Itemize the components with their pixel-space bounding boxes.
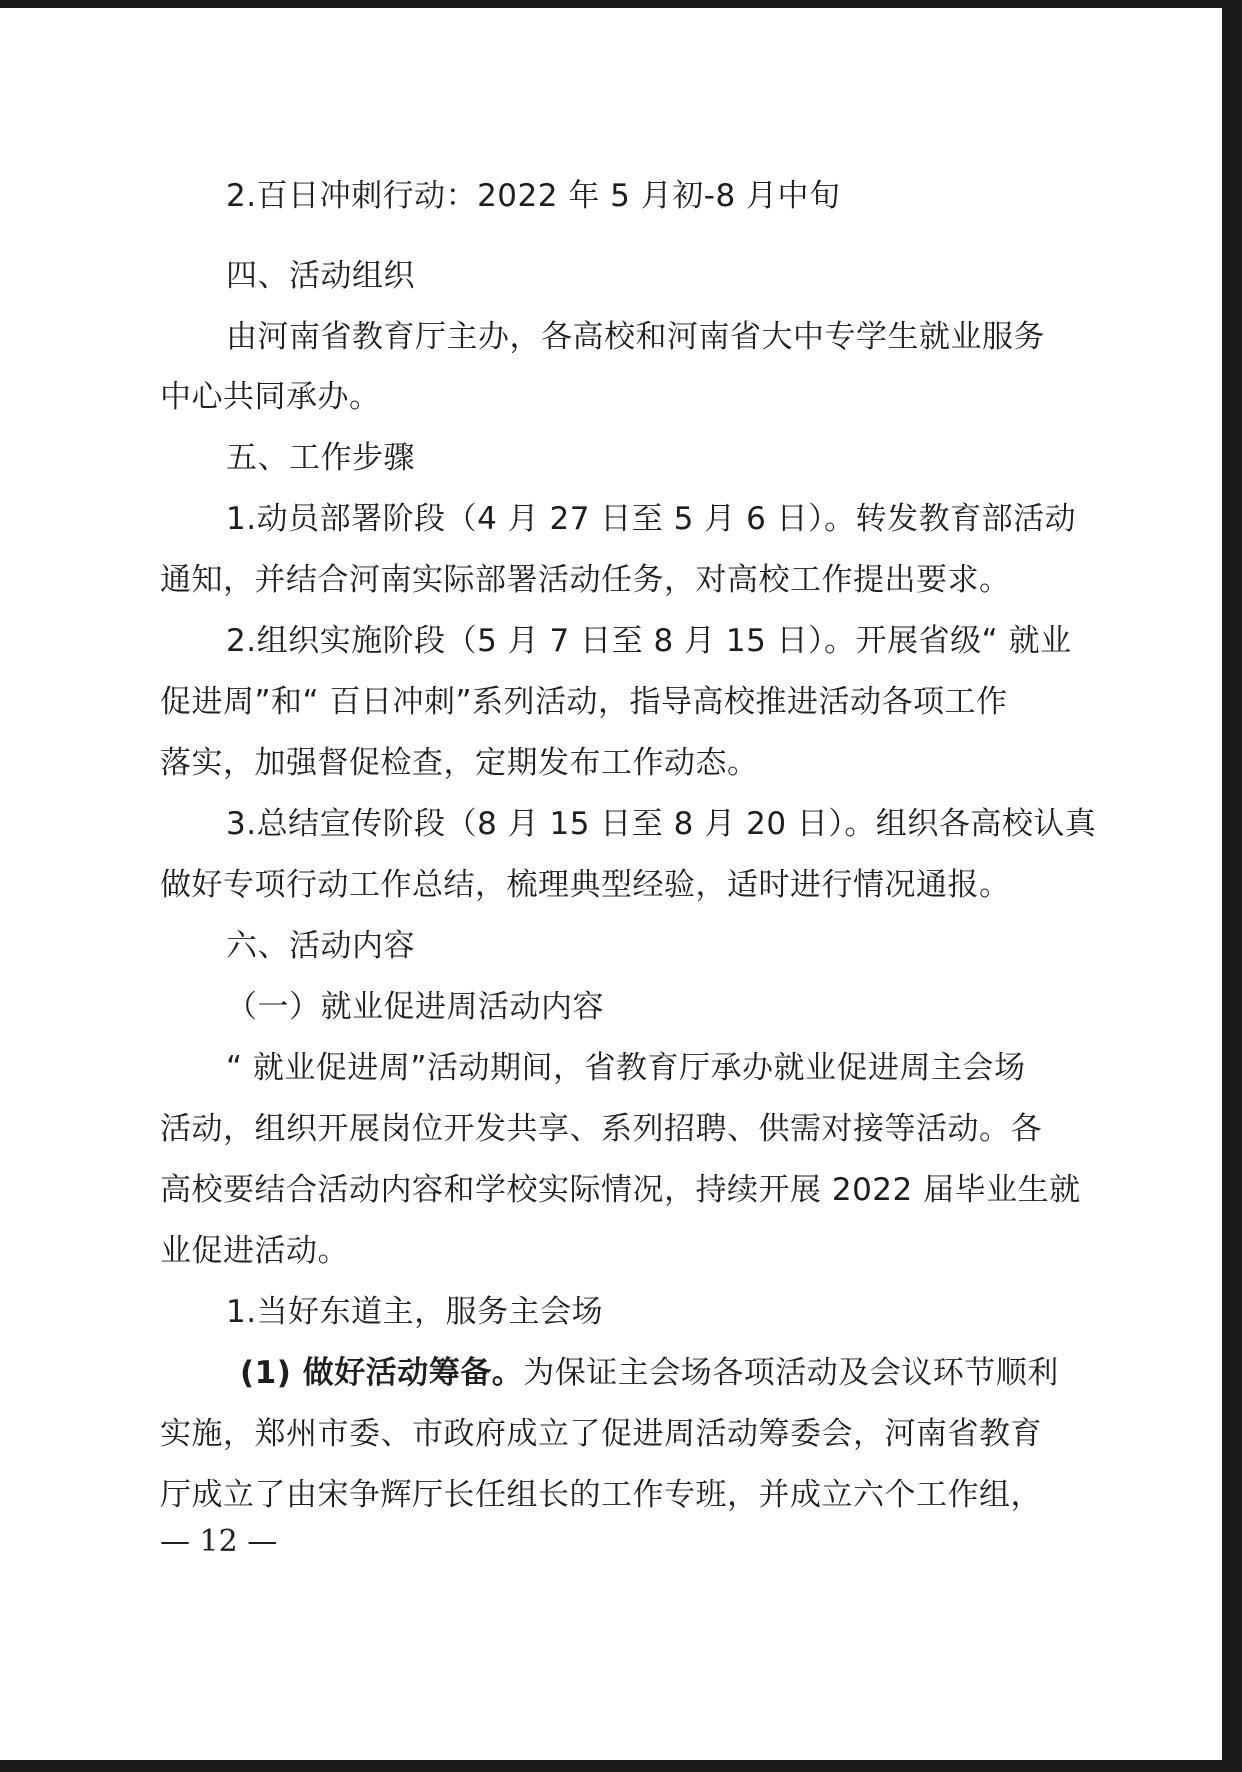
document-page [0, 8, 1222, 1760]
text-line: “ 就业促进周”活动期间，省教育厅承办就业促进周主会场 [226, 1050, 1026, 1086]
text-span: 为保证主会场各项活动及会议环节顺利 [523, 1355, 1059, 1391]
text-line: 2.组织实施阶段（5 月 7 日至 8 月 15 日）。开展省级“ 就业 [226, 623, 1072, 659]
text-line: 3.总结宣传阶段（8 月 15 日至 8 月 20 日）。组织各高校认真 [226, 806, 1097, 842]
text-line: 2.百日冲刺行动：2022 年 5 月初-8 月中旬 [226, 178, 841, 214]
text-line: 落实，加强督促检查，定期发布工作动态。 [160, 745, 759, 781]
text-line [240, 1353, 1059, 1393]
section-heading: 六、活动内容 [226, 928, 415, 964]
bold-lead: (1) 做好活动筹备。 [240, 1355, 524, 1391]
text-line: 活动，组织开展岗位开发共享、系列招聘、供需对接等活动。各 [160, 1111, 1042, 1147]
text-line: 由河南省教育厅主办，各高校和河南省大中专学生就业服务 [226, 319, 1045, 355]
text-line: 1.当好东道主，服务主会场 [226, 1294, 604, 1330]
text-line: 促进周”和“ 百日冲刺”系列活动，指导高校推进活动各项工作 [160, 684, 1008, 720]
page-number: — 12 — [160, 1524, 278, 1559]
text-line: 1.动员部署阶段（4 月 27 日至 5 月 6 日）。转发教育部活动 [226, 501, 1077, 537]
text-line: 实施，郑州市委、市政府成立了促进周活动筹委会，河南省教育 [160, 1416, 1042, 1452]
text-line: 厅成立了由宋争辉厅长任组长的工作专班，并成立六个工作组， [160, 1477, 1042, 1513]
section-heading: 四、活动组织 [226, 258, 415, 294]
subsection-heading: （一）就业促进周活动内容 [226, 989, 604, 1025]
text-line: 高校要结合活动内容和学校实际情况，持续开展 2022 届毕业生就 [160, 1172, 1081, 1208]
text-line: 通知，并结合河南实际部署活动任务，对高校工作提出要求。 [160, 562, 1011, 598]
text-line: 业促进活动。 [160, 1233, 349, 1269]
section-heading: 五、工作步骤 [226, 440, 415, 476]
text-line: 中心共同承办。 [160, 379, 381, 415]
text-line: 做好专项行动工作总结，梳理典型经验，适时进行情况通报。 [160, 867, 1011, 903]
